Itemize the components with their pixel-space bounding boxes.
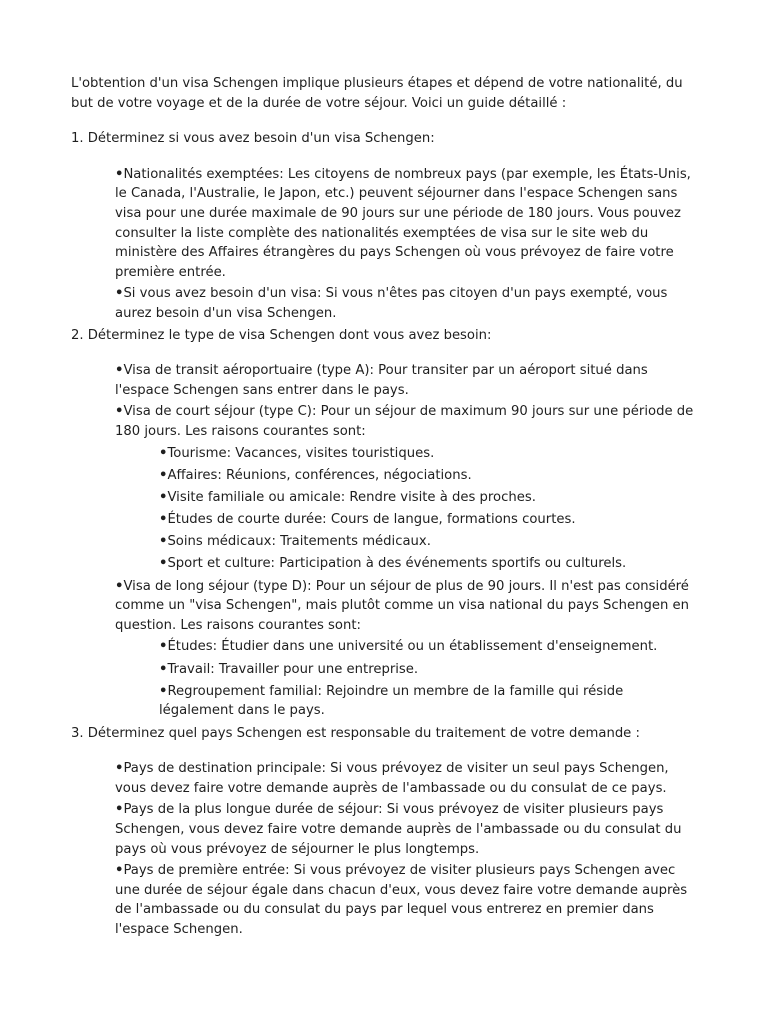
bullet-icon: • bbox=[159, 661, 168, 677]
bullet-icon: • bbox=[115, 363, 124, 379]
list-item bbox=[115, 361, 697, 400]
bullet-icon: • bbox=[115, 286, 124, 302]
document-body bbox=[71, 74, 697, 942]
list-item bbox=[115, 759, 697, 798]
bullet-icon: • bbox=[159, 683, 168, 699]
sub-list-item bbox=[159, 466, 697, 486]
list-item bbox=[115, 402, 697, 574]
bullet-icon: • bbox=[115, 802, 124, 818]
list-item-text: Nationalités exemptées: Les citoyens de nombreux pays (par exemple, les États-Unis, le Canada, l'Australie, le Japon, etc.) peuvent séjourner dans l'espace Schengen sans visa pour une durée maximale de 90 jours sur une période de 180 jours. Vous pouvez consulter la liste complète des nationalités exemptées de visa sur le site web du ministère des Affaires étrangères du pays Schengen où vous prévoyez de faire votre première entrée. bbox=[115, 166, 691, 280]
section-3-list bbox=[71, 759, 697, 939]
sub-list-item-text: Études de courte durée: Cours de langue, formations courtes. bbox=[167, 512, 576, 528]
list-item-text: Visa de court séjour (type C): Pour un séjour de maximum 90 jours sur une période de 180 jours. Les raisons courantes sont: bbox=[115, 404, 694, 439]
bullet-icon: • bbox=[115, 578, 124, 594]
bullet-icon: • bbox=[159, 639, 168, 655]
sub-list-item-text: Soins médicaux: Traitements médicaux. bbox=[167, 534, 431, 550]
sub-list-item bbox=[159, 554, 697, 574]
bullet-icon: • bbox=[159, 489, 168, 505]
bullet-icon: • bbox=[159, 445, 168, 461]
bullet-icon: • bbox=[115, 863, 124, 879]
list-item-text: Visa de transit aéroportuaire (type A): Pour transiter par un aéroport situé dans l'espace Schengen sans entrer dans le pays. bbox=[115, 363, 648, 398]
long-stay-reasons-list bbox=[115, 637, 697, 721]
sub-list-item-text: Regroupement familial: Rejoindre un membre de la famille qui réside légalement dans le pays. bbox=[159, 683, 624, 719]
sub-list-item bbox=[159, 637, 697, 657]
bullet-icon: • bbox=[159, 512, 168, 528]
bullet-icon: • bbox=[115, 166, 124, 182]
sub-list-item bbox=[159, 682, 697, 721]
list-item-text: Si vous avez besoin d'un visa: Si vous n'êtes pas citoyen d'un pays exempté, vous aurez besoin d'un visa Schengen. bbox=[115, 286, 668, 321]
bullet-icon: • bbox=[159, 556, 168, 572]
list-item-text: Pays de première entrée: Si vous prévoyez de visiter plusieurs pays Schengen avec une durée de séjour égale dans chacun d'eux, vous devez faire votre demande auprès de l'ambassade ou du consulat du pays par lequel vous entrerez en premier dans l'espace Schengen. bbox=[115, 863, 688, 937]
sub-list-item-text: Sport et culture: Participation à des événements sportifs ou culturels. bbox=[167, 556, 627, 572]
list-item bbox=[115, 284, 697, 323]
bullet-icon: • bbox=[159, 534, 168, 550]
list-item-text: Pays de la plus longue durée de séjour: Si vous prévoyez de visiter plusieurs pays Schengen, vous devez faire votre demande auprès de l'ambassade ou du consulat du pays où vous prévoyez de séjourner le plus longtemps. bbox=[115, 802, 682, 857]
intro-paragraph: L'obtention d'un visa Schengen implique plusieurs étapes et dépend de votre nationalité, du but de votre voyage et de la durée de votre séjour. Voici un guide détaillé : bbox=[71, 76, 683, 111]
list-item-text: Visa de long séjour (type D): Pour un séjour de plus de 90 jours. Il n'est pas considéré comme un "visa Schengen", mais plutôt comme un visa national du pays Schengen en question. Les raisons courantes sont: bbox=[115, 578, 689, 633]
section-2-title: 2. Déterminez le type de visa Schengen dont vous avez besoin: bbox=[71, 327, 492, 343]
list-item bbox=[115, 800, 697, 859]
sub-list-item-text: Visite familiale ou amicale: Rendre visite à des proches. bbox=[167, 489, 536, 505]
section-1-title: 1. Déterminez si vous avez besoin d'un visa Schengen: bbox=[71, 131, 435, 147]
sub-list-item-text: Tourisme: Vacances, visites touristiques. bbox=[167, 445, 435, 461]
section-2-list bbox=[71, 361, 697, 721]
bullet-icon: • bbox=[115, 404, 124, 420]
list-item bbox=[115, 577, 697, 721]
section-3-title: 3. Déterminez quel pays Schengen est responsable du traitement de votre demande : bbox=[71, 725, 640, 741]
sub-list-item-text: Travail: Travailler pour une entreprise. bbox=[167, 661, 419, 677]
sub-list-item-text: Études: Étudier dans une université ou un établissement d'enseignement. bbox=[167, 639, 658, 655]
list-item bbox=[115, 861, 697, 939]
sub-list-item bbox=[159, 444, 697, 464]
sub-list-item bbox=[159, 660, 697, 680]
short-stay-reasons-list bbox=[115, 444, 697, 575]
bullet-icon: • bbox=[159, 467, 168, 483]
list-item-text: Pays de destination principale: Si vous prévoyez de visiter un seul pays Schengen, vous devez faire votre demande auprès de l'ambassade ou du consulat de ce pays. bbox=[115, 761, 669, 796]
list-item bbox=[115, 165, 697, 283]
sub-list-item bbox=[159, 488, 697, 508]
bullet-icon: • bbox=[115, 761, 124, 777]
sub-list-item-text: Affaires: Réunions, conférences, négociations. bbox=[167, 467, 472, 483]
sub-list-item bbox=[159, 510, 697, 530]
sub-list-item bbox=[159, 532, 697, 552]
section-1-list bbox=[71, 165, 697, 324]
